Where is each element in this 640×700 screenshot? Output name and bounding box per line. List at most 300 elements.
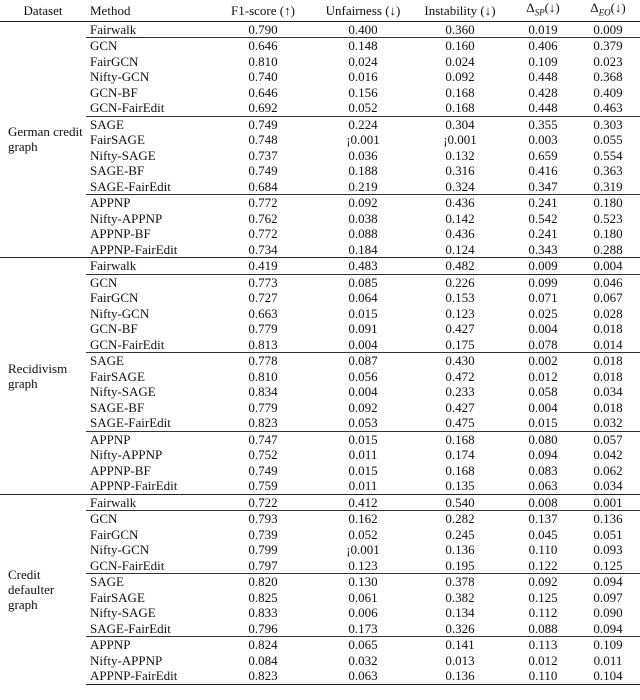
table-row: [0, 258, 640, 275]
delta-sp-cell: 0.347: [528, 178, 558, 194]
instability-cell: 0.482: [410, 258, 510, 275]
delta-sp-cell: 0.241: [528, 226, 558, 242]
delta-sp-cell: 0.025: [528, 305, 558, 321]
delta-sp-cell: 0.080: [510, 431, 576, 447]
instability-cell: 0.382: [445, 589, 475, 605]
f1-score-cell: 0.747: [210, 431, 316, 447]
header-dataset: Dataset: [0, 0, 86, 21]
table-row: [0, 415, 640, 431]
instability-cell: 0.427: [445, 321, 475, 337]
table-row: [0, 605, 640, 621]
table-row: [0, 69, 640, 85]
unfairness-cell: 0.088: [348, 226, 378, 242]
delta-eo-cell: 0.034: [593, 384, 623, 400]
table-row: [0, 195, 640, 211]
f1-score-cell: 0.759: [248, 478, 278, 494]
header-instability: Instability (↓): [410, 0, 510, 21]
unfairness-cell: 0.085: [316, 274, 410, 290]
delta-eo-cell: 0.125: [593, 557, 623, 573]
table-row: [0, 163, 640, 179]
delta-sp-cell: 0.008: [510, 494, 576, 511]
instability-cell: 0.324: [445, 178, 475, 194]
method-name: GCN-BF: [90, 84, 138, 100]
method-name: APPNP-FairEdit: [90, 241, 178, 257]
f1-score-cell: 0.823: [210, 668, 316, 684]
header-method: Method: [86, 0, 210, 21]
table-row: [0, 478, 640, 494]
f1-score-cell: 0.740: [248, 69, 278, 85]
delta-sp-cell: 0.406: [510, 38, 576, 54]
delta-sp-cell: 0.099: [510, 274, 576, 290]
dataset-name: Credit defaulter graph: [0, 494, 86, 684]
instability-cell: 0.132: [445, 147, 475, 163]
unfairness-cell: 0.063: [316, 668, 410, 684]
f1-score-cell: 0.773: [210, 274, 316, 290]
unfairness-cell: 0.011: [348, 447, 378, 463]
table-row: [0, 242, 640, 258]
instability-cell: 0.136: [445, 542, 475, 558]
instability-cell: 0.316: [445, 163, 475, 179]
f1-score-cell: 0.692: [248, 100, 278, 116]
method-name: APPNP: [86, 431, 210, 447]
dataset-name: Recidivism graph: [0, 258, 86, 495]
method-name: GCN-BF: [90, 321, 138, 337]
delta-eo-cell: 0.014: [593, 336, 623, 352]
unfairness-cell: 0.188: [348, 163, 378, 179]
unfairness-cell: 0.061: [348, 589, 378, 605]
delta-eo-cell: 0.055: [593, 132, 623, 148]
f1-score-cell: 0.646: [210, 38, 316, 54]
method-name: GCN: [86, 38, 210, 54]
f1-score-cell: 0.684: [248, 178, 278, 194]
instability-cell: 0.174: [445, 447, 475, 463]
table-row: [0, 306, 640, 322]
delta-eo-cell: 0.379: [576, 38, 640, 54]
method-name: GCN-FairEdit: [90, 557, 165, 573]
header-delta-eo: $\Delta_{EO}(↓)$: [576, 0, 640, 21]
instability-cell: 0.472: [445, 368, 475, 384]
f1-score-cell: 0.810: [248, 53, 278, 69]
table-row: [0, 574, 640, 590]
header-f1: F1-score (↑): [210, 0, 316, 21]
instability-cell: 0.436: [410, 195, 510, 211]
method-name: GCN-FairEdit: [90, 100, 165, 116]
method-name: APPNP-FairEdit: [90, 478, 178, 494]
header-delta-sp: $\Delta_{SP}(↓)$: [510, 0, 576, 21]
f1-score-cell: 0.793: [210, 511, 316, 527]
table-row: [0, 621, 640, 637]
unfairness-cell: 0.156: [348, 84, 378, 100]
instability-cell: 0.430: [410, 353, 510, 369]
f1-score-cell: 0.778: [210, 353, 316, 369]
delta-sp-cell: 0.078: [528, 336, 558, 352]
table-row: [0, 148, 640, 164]
table-row: [0, 21, 640, 38]
table-row: [0, 369, 640, 385]
unfairness-cell: 0.024: [348, 53, 378, 69]
instability-cell: 0.153: [445, 290, 475, 306]
header-unfairness: Unfairness (↓): [316, 0, 410, 21]
delta-sp-cell: 0.094: [528, 447, 558, 463]
unfairness-cell: 0.184: [348, 241, 378, 257]
method-name: SAGE: [86, 116, 210, 132]
dataset-name: German credit graph: [8, 124, 83, 155]
delta-eo-cell: 0.363: [593, 163, 623, 179]
method-name: APPNP-BF: [90, 226, 151, 242]
method-name: APPNP: [86, 637, 210, 653]
delta-eo-cell: 0.042: [593, 447, 623, 463]
table-row: [0, 668, 640, 684]
unfairness-cell: 0.087: [316, 353, 410, 369]
instability-cell: 0.168: [410, 431, 510, 447]
delta-sp-cell: 0.063: [528, 478, 558, 494]
delta-sp-cell: 0.003: [528, 132, 558, 148]
delta-sp-cell: 0.448: [528, 100, 558, 116]
delta-sp-cell: 0.659: [528, 147, 558, 163]
delta-eo-cell: 0.094: [593, 620, 623, 636]
instability-cell: 0.427: [445, 399, 475, 415]
delta-eo-cell: 0.136: [576, 511, 640, 527]
method-name: SAGE-BF: [90, 163, 145, 179]
delta-sp-cell: 0.122: [528, 557, 558, 573]
unfairness-cell: 0.483: [316, 258, 410, 275]
instability-cell: 0.124: [445, 241, 475, 257]
delta-eo-cell: 0.094: [576, 574, 640, 590]
delta-eo-cell: 0.093: [593, 542, 623, 558]
delta-sp-cell: 0.019: [528, 21, 558, 37]
delta-eo-cell: 0.303: [576, 116, 640, 132]
delta-eo-cell: 0.009: [593, 21, 623, 37]
f1-score-cell: 0.823: [248, 415, 278, 431]
f1-score-cell: 0.772: [248, 226, 278, 242]
delta-sp-cell: 0.241: [510, 195, 576, 211]
delta-eo-cell: 0.409: [593, 84, 623, 100]
instability-cell: 0.245: [445, 526, 475, 542]
unfairness-cell: 0.015: [316, 431, 410, 447]
table-row: [0, 100, 640, 116]
method-name: Nifty-APPNP: [90, 210, 163, 226]
table-row: [0, 337, 640, 353]
delta-sp-cell: 0.448: [528, 69, 558, 85]
unfairness-cell: 0.148: [316, 38, 410, 54]
f1-score-cell: 0.762: [248, 210, 278, 226]
table-row: [0, 116, 640, 132]
instability-cell: 0.226: [410, 274, 510, 290]
table-row: [0, 463, 640, 479]
instability-cell: 0.233: [445, 384, 475, 400]
f1-score-cell: 0.833: [248, 605, 278, 621]
instability-cell: 0.360: [445, 21, 475, 37]
table-row: [0, 321, 640, 337]
instability-cell: 0.142: [445, 210, 475, 226]
method-name: SAGE: [86, 353, 210, 369]
method-name: Nifty-APPNP: [90, 652, 163, 668]
instability-cell: 0.141: [410, 637, 510, 653]
unfairness-cell: 0.400: [348, 21, 378, 37]
f1-score-cell: 0.749: [248, 163, 278, 179]
instability-cell: 0.168: [445, 462, 475, 478]
delta-eo-cell: 0.067: [593, 290, 623, 306]
delta-eo-cell: 0.046: [576, 274, 640, 290]
f1-score-cell: 0.748: [248, 132, 278, 148]
unfairness-cell: ¡0.001: [346, 132, 380, 148]
instability-cell: 0.326: [445, 620, 475, 636]
delta-sp-cell: 0.004: [528, 399, 558, 415]
method-name: FairGCN: [90, 526, 139, 542]
instability-cell: 0.013: [445, 652, 475, 668]
table-row: [0, 511, 640, 527]
delta-eo-cell: 0.104: [576, 668, 640, 684]
dataset-section: [0, 494, 640, 684]
method-name: SAGE-FairEdit: [90, 178, 171, 194]
table-row: [0, 226, 640, 242]
instability-cell: 0.168: [445, 84, 475, 100]
delta-eo-cell: 0.034: [593, 478, 623, 494]
method-name: GCN-FairEdit: [90, 336, 165, 352]
delta-eo-cell: 0.180: [576, 195, 640, 211]
instability-cell: 0.135: [445, 478, 475, 494]
table-row: [0, 274, 640, 290]
method-name: FairGCN: [90, 290, 139, 306]
method-name: APPNP-BF: [90, 462, 151, 478]
instability-cell: 0.092: [445, 69, 475, 85]
instability-cell: ¡0.001: [443, 132, 477, 148]
f1-score-cell: 0.825: [248, 589, 278, 605]
f1-score-cell: 0.799: [248, 542, 278, 558]
method-name: Fairwalk: [86, 258, 210, 275]
delta-sp-cell: 0.542: [528, 210, 558, 226]
table-row: [0, 179, 640, 195]
delta-sp-cell: 0.088: [528, 620, 558, 636]
delta-sp-cell: 0.428: [528, 84, 558, 100]
delta-sp-cell: 0.110: [510, 668, 576, 684]
unfairness-cell: 0.038: [348, 210, 378, 226]
delta-eo-cell: 0.368: [593, 69, 623, 85]
table-row: [0, 38, 640, 54]
f1-score-cell: 0.739: [248, 526, 278, 542]
method-name: SAGE-FairEdit: [90, 415, 171, 431]
delta-eo-cell: 0.554: [593, 147, 623, 163]
method-name: Nifty-GCN: [90, 305, 150, 321]
method-name: FairGCN: [90, 53, 139, 69]
instability-cell: 0.168: [445, 100, 475, 116]
f1-score-cell: 0.779: [248, 321, 278, 337]
instability-cell: 0.195: [445, 557, 475, 573]
method-name: Fairwalk: [90, 21, 137, 37]
delta-eo-cell: 0.288: [593, 241, 623, 257]
unfairness-cell: 0.056: [348, 368, 378, 384]
unfairness-cell: 0.092: [348, 399, 378, 415]
unfairness-cell: 0.006: [348, 605, 378, 621]
table-row: [0, 447, 640, 463]
delta-eo-cell: 0.018: [593, 368, 623, 384]
f1-score-cell: 0.734: [248, 241, 278, 257]
unfairness-cell: 0.065: [316, 637, 410, 653]
table-row: [0, 384, 640, 400]
method-name: SAGE-FairEdit: [90, 620, 171, 636]
f1-score-cell: 0.834: [248, 384, 278, 400]
f1-score-cell: 0.752: [248, 447, 278, 463]
unfairness-cell: 0.162: [316, 511, 410, 527]
f1-score-cell: 0.797: [248, 557, 278, 573]
delta-eo-cell: 0.018: [593, 399, 623, 415]
instability-cell: 0.436: [445, 226, 475, 242]
table-row: [0, 400, 640, 416]
delta-sp-cell: 0.109: [528, 53, 558, 69]
f1-score-cell: 0.813: [248, 336, 278, 352]
unfairness-cell: 0.053: [348, 415, 378, 431]
instability-cell: 0.123: [445, 305, 475, 321]
delta-sp-cell: 0.071: [528, 290, 558, 306]
instability-cell: 0.175: [445, 336, 475, 352]
method-name: SAGE-BF: [90, 399, 145, 415]
method-name: GCN: [86, 274, 210, 290]
delta-sp-cell: 0.112: [528, 605, 558, 621]
dataset-section: [0, 258, 640, 495]
unfairness-cell: 0.091: [348, 321, 378, 337]
delta-eo-cell: 0.028: [593, 305, 623, 321]
instability-cell: 0.160: [410, 38, 510, 54]
unfairness-cell: 0.219: [348, 178, 378, 194]
delta-eo-cell: 0.001: [576, 494, 640, 511]
unfairness-cell: 0.052: [348, 526, 378, 542]
table-row: [0, 558, 640, 574]
f1-score-cell: 0.749: [248, 462, 278, 478]
unfairness-cell: 0.036: [348, 147, 378, 163]
header-row: [0, 0, 640, 21]
unfairness-cell: 0.004: [348, 336, 378, 352]
unfairness-cell: 0.173: [348, 620, 378, 636]
delta-sp-cell: 0.083: [528, 462, 558, 478]
instability-cell: 0.475: [445, 415, 475, 431]
unfairness-cell: 0.092: [316, 195, 410, 211]
delta-eo-cell: 0.523: [593, 210, 623, 226]
table-row: [0, 290, 640, 306]
method-name: Nifty-GCN: [90, 542, 150, 558]
f1-score-cell: 0.722: [210, 494, 316, 511]
delta-eo-cell: 0.023: [593, 53, 623, 69]
delta-sp-cell: 0.343: [528, 241, 558, 257]
delta-eo-cell: 0.057: [576, 431, 640, 447]
unfairness-cell: ¡0.001: [346, 542, 380, 558]
table-row: [0, 590, 640, 606]
delta-sp-cell: 0.012: [528, 368, 558, 384]
delta-eo-cell: 0.004: [576, 258, 640, 275]
unfairness-cell: 0.123: [348, 557, 378, 573]
delta-eo-cell: 0.062: [593, 462, 623, 478]
instability-cell: 0.304: [410, 116, 510, 132]
delta-eo-cell: 0.011: [593, 652, 623, 668]
delta-sp-cell: 0.416: [528, 163, 558, 179]
instability-cell: 0.134: [445, 605, 475, 621]
instability-cell: 0.282: [410, 511, 510, 527]
method-name: Nifty-GCN: [90, 69, 150, 85]
delta-sp-cell: 0.009: [510, 258, 576, 275]
method-name: Nifty-SAGE: [90, 147, 156, 163]
instability-cell: 0.136: [410, 668, 510, 684]
method-name: FairSAGE: [90, 368, 145, 384]
delta-eo-cell: 0.090: [593, 605, 623, 621]
delta-sp-cell: 0.058: [528, 384, 558, 400]
table-row: [0, 211, 640, 227]
delta-sp-cell: 0.110: [528, 542, 558, 558]
delta-eo-cell: 0.051: [593, 526, 623, 542]
table-row: [0, 54, 640, 70]
delta-sp-cell: 0.015: [528, 415, 558, 431]
f1-score-cell: 0.772: [210, 195, 316, 211]
delta-eo-cell: 0.180: [593, 226, 623, 242]
unfairness-cell: 0.016: [348, 69, 378, 85]
table-row: [0, 85, 640, 101]
unfairness-cell: 0.015: [348, 305, 378, 321]
f1-score-cell: 0.737: [248, 147, 278, 163]
table-row: [0, 132, 640, 148]
delta-sp-cell: 0.355: [510, 116, 576, 132]
f1-score-cell: 0.779: [248, 399, 278, 415]
f1-score-cell: 0.749: [210, 116, 316, 132]
method-name: SAGE: [86, 574, 210, 590]
delta-sp-cell: 0.092: [510, 574, 576, 590]
delta-sp-cell: 0.125: [528, 589, 558, 605]
unfairness-cell: 0.064: [348, 290, 378, 306]
unfairness-cell: 0.004: [348, 384, 378, 400]
method-name: APPNP: [86, 195, 210, 211]
table-row: [0, 527, 640, 543]
table-row: [0, 653, 640, 669]
method-name: FairSAGE: [90, 132, 145, 148]
unfairness-cell: 0.224: [316, 116, 410, 132]
delta-eo-cell: 0.018: [593, 321, 623, 337]
table-row: [0, 637, 640, 653]
method-name: Nifty-SAGE: [90, 384, 156, 400]
delta-sp-cell: 0.045: [528, 526, 558, 542]
method-name: GCN: [86, 511, 210, 527]
method-name: APPNP-FairEdit: [86, 668, 210, 684]
f1-score-cell: 0.824: [210, 637, 316, 653]
f1-score-cell: 0.084: [248, 652, 278, 668]
unfairness-cell: 0.052: [348, 100, 378, 116]
table-row: [0, 542, 640, 558]
delta-sp-cell: 0.012: [528, 652, 558, 668]
method-name: Nifty-APPNP: [90, 447, 163, 463]
f1-score-cell: 0.727: [248, 290, 278, 306]
unfairness-cell: 0.412: [316, 494, 410, 511]
unfairness-cell: 0.015: [348, 462, 378, 478]
delta-eo-cell: 0.109: [576, 637, 640, 653]
f1-score-cell: 0.419: [210, 258, 316, 275]
instability-cell: 0.378: [410, 574, 510, 590]
delta-eo-cell: 0.032: [593, 415, 623, 431]
delta-sp-cell: 0.137: [510, 511, 576, 527]
unfairness-cell: 0.011: [348, 478, 378, 494]
delta-sp-cell: 0.113: [510, 637, 576, 653]
f1-score-cell: 0.790: [248, 21, 278, 37]
instability-cell: 0.024: [445, 53, 475, 69]
method-name: FairSAGE: [90, 589, 145, 605]
instability-cell: 0.540: [410, 494, 510, 511]
table-row: [0, 494, 640, 511]
dataset-section: [0, 21, 640, 258]
delta-sp-cell: 0.002: [510, 353, 576, 369]
method-name: Nifty-SAGE: [90, 605, 156, 621]
f1-score-cell: 0.810: [248, 368, 278, 384]
delta-eo-cell: 0.018: [576, 353, 640, 369]
f1-score-cell: 0.646: [248, 84, 278, 100]
f1-score-cell: 0.820: [210, 574, 316, 590]
f1-score-cell: 0.663: [248, 305, 278, 321]
delta-eo-cell: 0.463: [593, 100, 623, 116]
table-row: [0, 353, 640, 369]
